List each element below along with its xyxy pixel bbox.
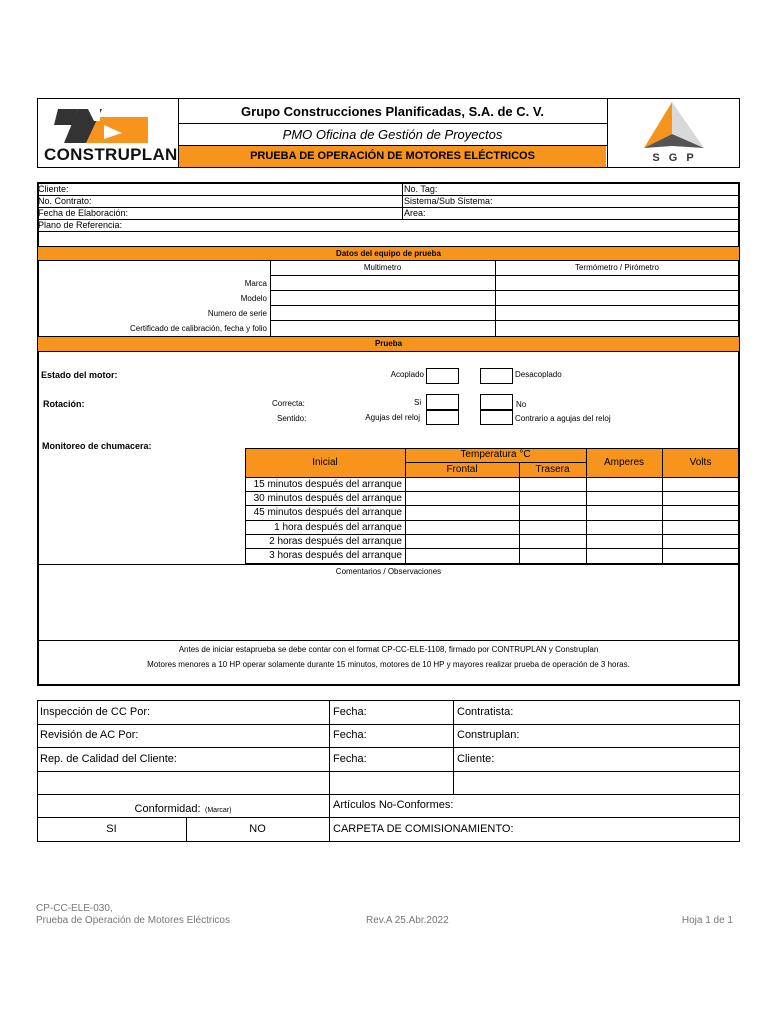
desacoplado-label: Desacoplado [515,370,562,379]
sgp-pyramid-icon [612,100,737,156]
contrato-label: No. Contrato: [38,196,92,206]
construplan-logo-mark-icon [42,105,172,145]
volts-header: Volts [689,457,712,468]
equipo-row-marca: Marca [244,279,267,288]
equipo-row-modelo: Modelo [240,294,267,303]
tag-label: No. Tag: [404,184,438,194]
rotacion-label: Rotación: [43,399,85,409]
frontal-header: Frontal [446,464,478,475]
equipo-section-title: Datos del equipo de prueba [38,247,739,260]
table-row: 30 minutos después del arranque [253,493,402,504]
revision-label: Revisión de AC Por: [40,729,139,741]
amperes-header: Amperes [603,457,644,468]
conformidad-si-option[interactable]: SI [106,823,117,835]
contrario-checkbox[interactable] [480,410,513,425]
sistema-label: Sistema/Sub Sistema: [404,196,493,206]
table-row: 45 minutos después del arranque [253,507,402,518]
comentarios-label: Comentarios / Observaciones [335,567,442,576]
note-formato: Antes de iniciar estaprueba se debe contar con el format CP-CC-ELE-1108, firmado por CONTRUPLAN y Construplan [178,645,599,654]
conformidad-label [37,799,329,817]
table-row: 3 horas después del arranque [269,550,402,561]
termometro-header: Termómetro / Pirómetro [574,263,660,272]
company-name: Grupo Construcciones Planificadas, S.A. de C. V. [241,104,544,119]
trasera-header: Trasera [535,464,570,475]
correcta-si-checkbox[interactable] [426,394,459,410]
acoplado-checkbox[interactable] [426,368,459,384]
footer-name: Prueba de Operación de Motores Eléctricos [36,915,230,926]
estado-motor-label: Estado del motor: [41,370,118,380]
footer-page: Hoja 1 de 1 [681,915,733,926]
footer-code: CP-CC-ELE-030, [36,903,113,914]
table-row: 15 minutos después del arranque [253,479,402,490]
conformidad-no-option[interactable]: NO [249,823,266,835]
construplan-logo-text: CONSTRUPLAN [44,145,178,164]
table-row: 2 horas después del arranque [269,536,402,547]
footer-rev: Rev.A 25.Abr.2022 [366,915,449,926]
fecha-elaboracion-label: Fecha de Elaboración: [38,208,129,218]
rep-calidad-label: Rep. de Calidad del Cliente: [40,753,177,765]
carpeta-label: CARPETA DE COMISIONAMIENTO: [333,823,514,835]
conformidad-text: Conformidad: [134,803,201,815]
inspeccion-label: Inspección de CC Por: [40,706,151,718]
no-label: No [516,400,527,409]
plano-label: Plano de Referencia: [38,220,123,230]
articulos-label: Artículos No-Conformes: [333,799,454,811]
construplan-logo [42,105,178,165]
note-motores: Motores menores a 10 HP operar solamente durante 15 minutos, motores de 10 HP y mayores realizar prueba de operación de 3 horas. [147,660,630,669]
sgp-logo-text: S G P [652,152,697,164]
contratista-label: Contratista: [457,706,514,718]
correcta-no-checkbox[interactable] [480,394,513,410]
construplan-label: Construplan: [457,729,520,741]
contrario-label: Contrario a agujas del reloj [515,414,611,423]
table-row: 1 hora después del arranque [274,522,402,533]
monitoreo-label: Monitoreo de chumacera: [42,441,152,451]
fecha-label: Fecha: [333,753,367,765]
agujas-label: Agujas del reloj [365,413,420,422]
sgp-logo [612,100,737,166]
si-label: Si [414,398,422,407]
office-name: PMO Oficina de Gestión de Proyectos [282,127,503,142]
equipo-row-serie: Numero de serie [207,309,267,318]
desacoplado-checkbox[interactable] [480,368,513,384]
acoplado-label: Acoplado [390,370,424,379]
correcta-label: Correcta: [272,399,305,408]
prueba-section-title: Prueba [38,337,739,351]
cliente-label: Cliente: [38,184,69,194]
temperatura-header: Temperatura °C [460,449,531,460]
comentarios-area[interactable] [40,578,737,638]
fecha-label: Fecha: [333,729,367,741]
fecha-label: Fecha: [333,706,367,718]
multimetro-header: Multimetro [363,263,402,272]
marcar-text: (Marcar) [205,807,232,814]
equipo-row-certificado: Certificado de calibración, fecha y folio [130,324,267,333]
cliente-firma-label: Cliente: [457,753,495,765]
inicial-header: Inicial [312,457,338,468]
area-label: Area: [404,208,426,218]
sentido-label: Sentido: [277,414,307,423]
form-title: PRUEBA DE OPERACIÓN DE MOTORES ELÉCTRICOS [179,146,606,167]
agujas-checkbox[interactable] [426,410,459,425]
